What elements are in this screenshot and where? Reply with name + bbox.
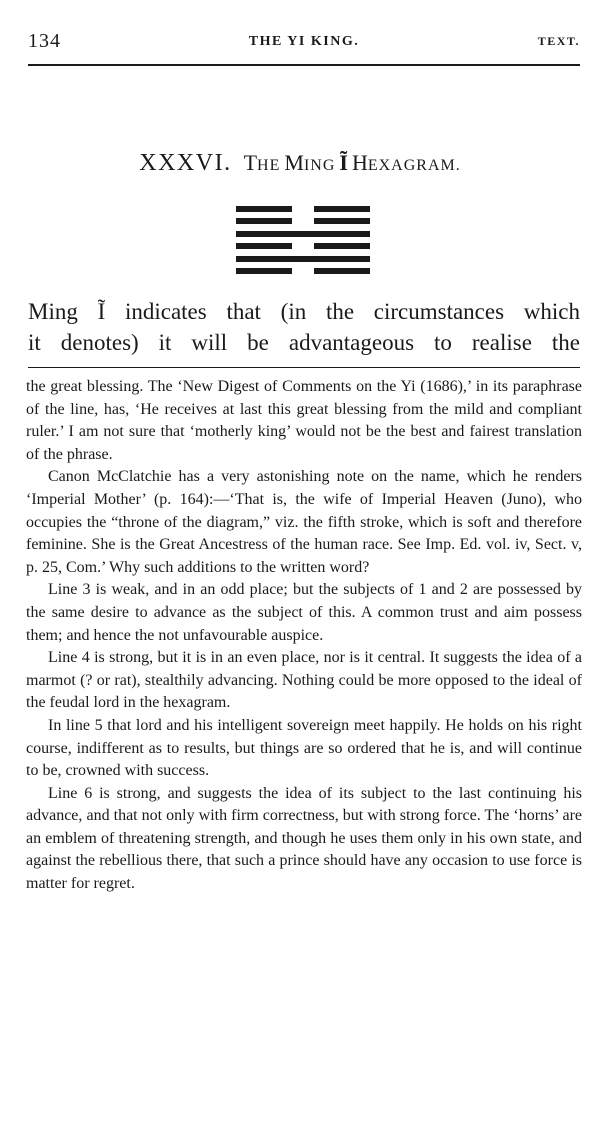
title-ming-initial: M — [284, 150, 304, 175]
note-paragraph: the great blessing. The ‘New Digest of Comments on the Yi (1686),’ in its paraphrase of the line, has, ‘He receives at last this great blessing from the mild and compliant ruler.’ I am not sure that ‘motherly king’ would not be the best and fairest translation of the phrase. — [26, 378, 582, 463]
hexagram-line-5-broken — [236, 218, 370, 224]
hexagram-line-6-broken — [236, 206, 370, 212]
title-hex-initial: H — [351, 150, 368, 175]
note-paragraph: Line 3 is weak, and in an odd place; but the subjects of 1 and 2 are possessed by the same desire to advance as the subject of this. A common trust and aim possess them; and hence the not unfavourable auspice. — [26, 581, 582, 644]
note-paragraph: Canon McClatchie has a very astonishing note on the name, which he renders ‘Imperial Mother’ (p. 164):—‘That is, the wife of Imperial Heaven (Juno), who occupies the “throne of the diagram,” viz. the fifth stroke, which is soft and therefore feminine. She is the Great Ancestress of the human race. See Imp. Ed. vol. iv, Sect. v, p. 25, Com.’ Why such additions to the written word? — [26, 468, 582, 576]
hexagram-stroke — [314, 218, 370, 224]
commentary — [26, 376, 582, 896]
header-rule — [28, 64, 580, 66]
title-the-initial: T — [243, 150, 258, 175]
hexagram-title — [0, 150, 600, 177]
hexagram-line-1-broken — [236, 268, 370, 274]
page-number: 134 — [28, 30, 61, 52]
hexagram-stroke — [236, 256, 370, 262]
hexagram-stroke — [236, 268, 292, 274]
hexagram-stroke — [236, 206, 292, 212]
title-ming-rest: ING — [303, 157, 336, 174]
title-hex-rest: EXAGRAM. — [367, 157, 461, 174]
hexagram-stroke — [314, 268, 370, 274]
main-text-line-2: it denotes) it will be advantageous to realise the — [28, 330, 580, 355]
hexagram-line-4-solid — [236, 231, 370, 237]
hexagram-stroke — [314, 206, 370, 212]
note-paragraph: Line 4 is strong, but it is in an even place, nor is it central. It suggests the idea of a marmot (? or rat), stealthily advancing. Nothing could be more opposed to the ideal of the feudal lord in the hexagram. — [26, 649, 582, 712]
running-head — [28, 30, 580, 56]
hexagram-stroke — [314, 243, 370, 249]
hexagram-stroke — [236, 218, 292, 224]
section-label: TEXT. — [537, 34, 580, 48]
hexagram-number: XXXVI. — [139, 150, 232, 176]
notes-rule — [28, 367, 580, 368]
note-paragraph: Line 6 is strong, and suggests the idea of its subject to the last continuing his advance, and that not only with firm correctness, but with strong force. The ‘horns’ are an emblem of threatening strength, and though he uses them only in his own state, and against the rebellious there, that such a prince should have any occasion to use force is matter for regret. — [26, 784, 582, 893]
main-text-line-1: Ming Ĩ indicates that (in the circumstances which — [28, 299, 580, 324]
hexagram-line-3-broken — [236, 243, 370, 249]
hexagram-stroke — [236, 231, 370, 237]
book-title: THE YI KING. — [248, 34, 360, 49]
hexagram-line-2-solid — [236, 256, 370, 262]
title-the-rest: HE — [257, 157, 281, 174]
hexagram-stroke — [236, 243, 292, 249]
hexagram-figure — [236, 206, 370, 274]
title-char: Ĩ — [339, 150, 348, 175]
note-paragraph: In line 5 that lord and his intelligent sovereign meet happily. He holds on his right course, indifferent as to results, but things are so ordered that he is, and will continue to be, crowned with success. — [26, 716, 582, 780]
main-text — [28, 296, 580, 358]
